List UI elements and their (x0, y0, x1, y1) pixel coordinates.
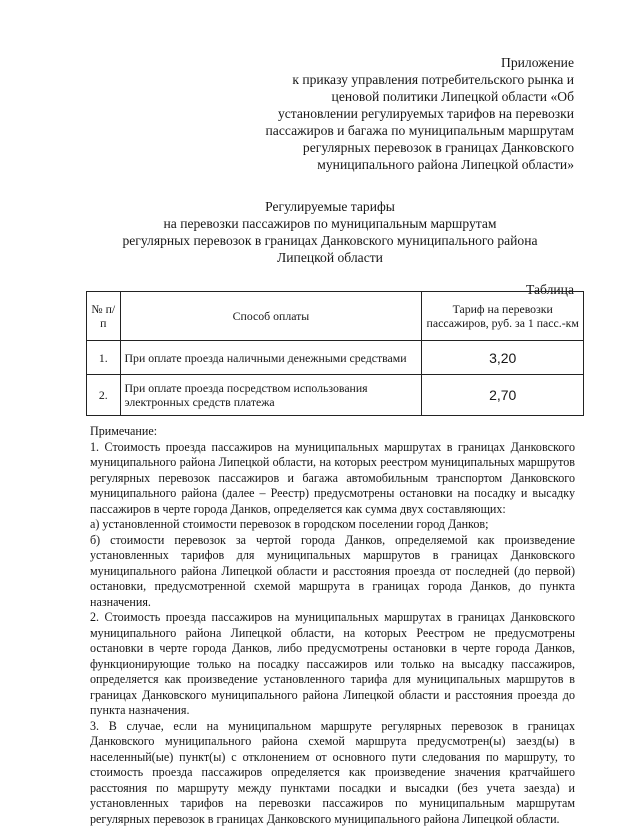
row-method: При оплате проезда наличными денежными средствами (120, 341, 422, 375)
annex-line: Приложение (501, 55, 574, 70)
title-line: регулярных перевозок в границах Данковского муниципального района (122, 233, 538, 248)
document-title (100, 198, 560, 266)
row-tariff: 3,20 (422, 341, 584, 375)
header-num: № п/п (87, 292, 121, 341)
table-row (87, 341, 584, 375)
note-paragraph: 2. Стоимость проезда пассажиров на муниципальных маршрутах в границах Данковского муниципального района Липецкой области, на которых Реестром не предусмотрены остановки в черте города Данков, либо предусмотрены остановки в черте города Данков, функционирующие только на посадку пассажиров или только на высадку пассажиров, определяется как произведение установленного тарифа для муниципальных маршрутов в границах Данковского муниципального района Липецкой области и расстояния проезда до пункта назначения. (90, 610, 575, 717)
title-line: Регулируемые тарифы (265, 199, 395, 214)
notes-section (90, 424, 575, 827)
tariff-table (86, 291, 584, 416)
header-tariff: Тариф на перевозки пассажиров, руб. за 1 пасс.-км (422, 292, 584, 341)
row-tariff: 2,70 (422, 375, 584, 416)
annex-line: установлении регулируемых тарифов на перевозки (277, 106, 574, 121)
annex-line: регулярных перевозок в границах Данковского (302, 140, 574, 155)
row-num: 1. (87, 341, 121, 375)
annex-line: пассажиров и багажа по муниципальным маршрутам (265, 123, 574, 138)
table-header-row (87, 292, 584, 341)
note-paragraph: б) стоимости перевозок за чертой города Данков, определяемой как произведение установленных тарифов для муниципальных маршрутов в границах Данковского муниципального района Липецкой области и расстояния проезда от последней (до первой) остановки, предусмотренной схемой маршрута в границах города Данков, до пункта назначения. (90, 532, 575, 609)
annex-header (214, 54, 574, 173)
note-paragraph: 1. Стоимость проезда пассажиров на муниципальных маршрутах в границах Данковского муниципального района Липецкой области, на которых реестром муниципальных маршрутов регулярных перевозок пассажиров и багажа автомобильным транспортом Данковского муниципального района (далее – Реестр) предусмотрены остановки на посадку и высадку пассажиров в черте города Данков, определяется как сумма двух составляющих: (90, 439, 575, 516)
title-line: на перевозки пассажиров по муниципальным маршрутам (163, 216, 497, 231)
header-method: Способ оплаты (120, 292, 422, 341)
title-line: Липецкой области (277, 250, 383, 265)
annex-line: муниципального района Липецкой области» (317, 157, 574, 172)
row-num: 2. (87, 375, 121, 416)
table-label: Таблица (526, 282, 574, 297)
annex-line: ценовой политики Липецкой области «Об (331, 89, 574, 104)
note-paragraph: а) установленной стоимости перевозок в городском поселении город Данков; (90, 517, 489, 531)
notes-heading: Примечание: (90, 424, 158, 438)
note-paragraph: 3. В случае, если на муниципальном маршруте регулярных перевозок в границах Данковского муниципального района схемой маршрута предусмотрен(ы) заезд(ы) в населенный(ые) пункт(ы) с отклонением от основного пути следования по маршруту, то стоимость проезда пассажиров определяется как произведение значения кратчайшего расстояния по маршруту между пунктами посадки и высадки (без учета заезда) и установленных тарифов на перевозки пассажиров по муниципальным маршрутам регулярных перевозок в границах Данковского муниципального района Липецкой области. (90, 718, 575, 826)
table-row (87, 375, 584, 416)
annex-line: к приказу управления потребительского рынка и (292, 72, 574, 87)
row-method: При оплате проезда посредством использования электронных средств платежа (120, 375, 422, 416)
